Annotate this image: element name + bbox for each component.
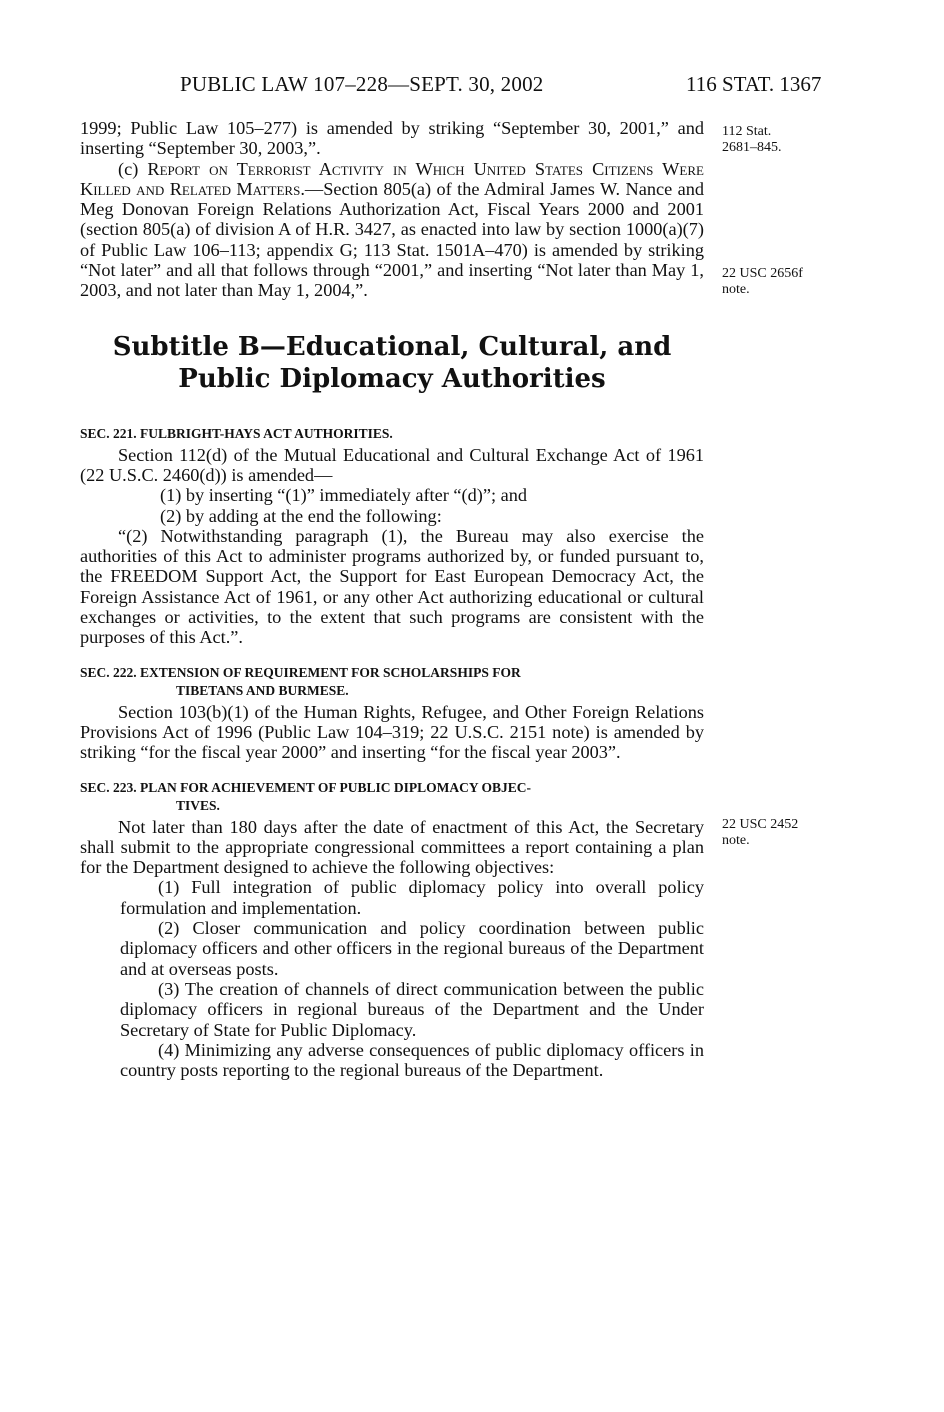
running-header-title: PUBLIC LAW 107–228—SEPT. 30, 2002: [180, 72, 544, 96]
sec-223-heading: SEC. 223. PLAN FOR ACHIEVEMENT OF PUBLIC DIPLOMACY OBJEC- TIVES.: [80, 779, 532, 813]
sec-223-paragraph: Not later than 180 days after the date of enactment of this Act, the Secretary shall submit to the appropriate congressional committees a report containing a plan for the Department designed to achieve the following objectives:: [80, 816, 704, 878]
subsection-c-paragraph: (c) Report on Terrorist Activity in Which United States Citizens Were Killed and Related Matters.—Section 805(a) of the Admiral James W. Nance and Meg Donovan Foreign Relations Authorization Act, Fiscal Years 2000 and 2001 (section 805(a) of division A of H.R. 3427, as enacted into law by section 1000(a)(7) of Public Law 106–113; appendix G; 113 Stat. 1501A–470) is amended by striking “Not later” and all that follows through “2001,” and inserting “Not later than May 1, 2003, and not later than May 1, 2004,”.: [80, 158, 704, 301]
sec-223-item-3: (3) The creation of channels of direct communication between the public diplomacy officers in regional bureaus of the Department and the Under Secretary of State for Public Diplomacy.: [120, 978, 704, 1040]
margin-note-22-usc-2452: 22 USC 2452 note.: [722, 817, 799, 848]
sec-221-item-2: (2) by adding at the end the following:: [160, 505, 442, 526]
sec-222-paragraph: Section 103(b)(1) of the Human Rights, Refugee, and Other Foreign Relations Provisions Act of 1996 (Public Law 104–319; 22 U.S.C. 2151 note) is amended by striking “for the fiscal year 2000” and inserting “for the fiscal year 2003”.: [80, 701, 704, 763]
sec-223-item-4: (4) Minimizing any adverse consequences of public diplomacy officers in country posts reporting to the regional bureaus of the Department.: [120, 1039, 704, 1081]
subtitle-heading: Subtitle B—Educational, Cultural, and Public Diplomacy Authorities: [112, 331, 672, 394]
intro-paragraph: 1999; Public Law 105–277) is amended by striking “September 30, 2001,” and inserting “September 30, 2003,”.: [80, 118, 704, 159]
sec-222-heading: SEC. 222. EXTENSION OF REQUIREMENT FOR SCHOLARSHIPS FOR TIBETANS AND BURMESE.: [80, 664, 521, 698]
subsection-c-heading: Report on Terrorist Activity in Which United States Citizens Were Killed and Related Matters.: [80, 158, 704, 199]
sec-223-item-2: (2) Closer communication and policy coordination between public diplomacy officers and other officers in the regional bureaus of the Department and at overseas posts.: [120, 918, 704, 979]
margin-note-112-stat: 112 Stat. 2681–845.: [722, 124, 782, 155]
margin-note-22-usc-2656f: 22 USC 2656f note.: [722, 266, 803, 297]
body-text-column: [80, 118, 704, 1080]
running-header-stat-page: 116 STAT. 1367: [686, 72, 822, 96]
sec-221-item-1: (1) by inserting “(1)” immediately after “(d)”; and: [160, 485, 527, 506]
sec-221-quoted-text: “(2) Notwithstanding paragraph (1), the Bureau may also exercise the authorities of this Act to administer programs authorized by, or funded pursuant to, the FREEDOM Support Act, the Support for East European Democracy Act, the Foreign Assistance Act of 1961, or any other Act authorizing educational or cultural exchanges or activities, to the extent that such programs are consistent with the purposes of this Act.”.: [80, 525, 704, 648]
sec-221-heading: SEC. 221. FULBRIGHT-HAYS ACT AUTHORITIES.: [80, 425, 393, 441]
sec-223-item-1: (1) Full integration of public diplomacy policy into overall policy formulation and implementation.: [120, 877, 704, 918]
sec-221-paragraph: Section 112(d) of the Mutual Educational and Cultural Exchange Act of 1961 (22 U.S.C. 2460(d)) is amended—: [80, 444, 704, 485]
